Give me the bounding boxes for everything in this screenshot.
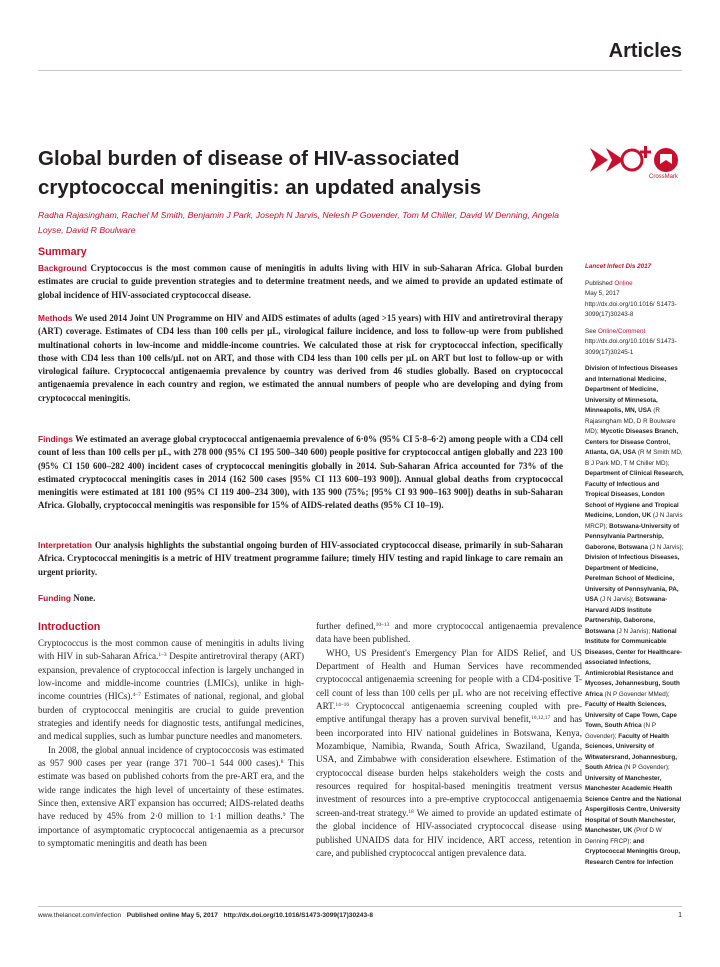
introduction-heading: Introduction bbox=[38, 621, 101, 633]
footer bbox=[38, 912, 373, 919]
affiliation-authors: (R M Smith MD, B J Park MD, T M Chiller MD); bbox=[585, 449, 683, 467]
affiliation-authors: (J N Jarvis); bbox=[647, 543, 684, 551]
abstract-background bbox=[38, 262, 563, 302]
intro-paragraph: WHO, US President's Emergency Plan for AIDS Relief, and US Department of Health and Human Services have recommended cryptococcal antigenaemia screening for people with a CD4-positive T-cell count of less than 100 cells per µL who are not receiving effective ART.$^{14-16}$ Cryptococcal antigenaemia screening coupled with pre-emptive antifungal therapy has a proven survival benefit,$^{10,12,17}$ and has been incorporated into HIV national guidelines in Botswana, Kenya, Mozambique, Namibia, Rwanda, South Africa, Swaziland, Uganda, USA, and Zimbabwe with consideration elsewhere. Estimation of the cryptococcal disease burden helps stakeholders weigh the costs and resources required for hospital-based meningitis treatment versus investment of resources into a pre-emptive cryptococcal antigenaemia screen-and-treat strategy.$^{18}$ We aimed to provide an updated estimate of the global incidence of HIV-associated cryptococcal disease using published UNAIDS data for HIV incidence, ART access, retention in care, and published cryptococcal antigen prevalence data. bbox=[316, 647, 582, 858]
background-text: Cryptococcus is the most common cause of meningitis in adults living with HIV in sub-Saharan Africa. Global burden estimates are crucial to guide prevention strategies and to determine treatment needs, and we aimed to provide an updated estimate of global incidence of HIV-associated cryptococcal disease. bbox=[38, 263, 563, 300]
affiliation-name: Faculty of Health Sciences, University of Cape Town, Cape Town, South Africa bbox=[585, 701, 677, 729]
interpretation-text: Our analysis highlights the substantial ongoing burden of HIV-associated cryptococcal disease, primarily in sub-Saharan Africa. Cryptococcal meningitis is a metric of HIV treatment programme failure; timely HIV testing and rapid linkage to care remain an urgent priority. bbox=[38, 540, 563, 577]
doi-link-1[interactable]: http://dx.doi.org/10.1016/ S1473-3099(17)30243-8 bbox=[585, 300, 677, 318]
affiliation-name: Mycotic Diseases Branch, Centers for Disease Control, Atlanta, GA, USA bbox=[585, 428, 679, 456]
article-title: Global burden of disease of HIV-associated cryptococcal meningitis: an updated analysis bbox=[38, 147, 482, 199]
affiliation-name: National Institute for Communicable Diseases, Center for Healthcare-associated Infections, Antimicrobial Resistance and Mycoses, Johannesburg, South Africa bbox=[585, 627, 682, 698]
affiliation-name: Botswana-Harvard AIDS Institute Partnership, Gaborone, Botswana bbox=[585, 596, 668, 635]
see-label: See bbox=[585, 327, 598, 335]
affiliation-authors: (J N Jarvis); bbox=[598, 596, 636, 603]
intro-paragraph: In 2008, the global annual incidence of cryptococcosis was estimated as 957 900 cases per year (range 371 700–1 544 000 cases).$^8$ This estimate was based on published cohorts from the pre-ART era, and the wide range indicates the high level of uncertainty of these estimates. Since then, extensive ART expansion has occurred; AIDS-related deaths have reduced by 45% from 2·0 million to 1·1 million deaths.$^9$ The importance of asymptomatic cryptococcal antigenaemia as a precursor to symptomatic meningitis and death has been bbox=[38, 744, 305, 849]
abstract-findings bbox=[38, 433, 563, 513]
affiliation-authors: (R Rajasingham MD, D R Boulware MD); bbox=[585, 407, 676, 435]
affiliation-authors: (J N Jarvis MRCP); bbox=[585, 512, 683, 530]
footer-url[interactable]: www.thelancet.com/infection bbox=[38, 912, 122, 919]
sidebar bbox=[585, 262, 685, 868]
methods-heading: Methods bbox=[38, 313, 73, 323]
journal-citation: Lancet Infect Dis 2017 bbox=[585, 263, 652, 270]
section-label: Articles bbox=[608, 40, 682, 62]
affiliation-authors: (N P Govender); bbox=[585, 722, 656, 740]
intro-paragraph: Cryptococcus is the most common cause of meningitis in adults living with HIV in sub-Saharan Africa.$^{1-3}$ Despite antiretroviral therapy (ART) expansion, prevalence of cryptococcal infection is largely unchanged in low-income and middle-income countries (LMICs), unlike in high-income countries (HICs).$^{4-7}$ Estimates of national, regional, and global burden of cryptococcal meningitis are crucial to guide prevention strategies and identify needs for diagnostic tests, antifungal medicines, and medical supplies, such as lumbar puncture needles and manometers. bbox=[38, 638, 304, 742]
findings-text: We estimated an average global cryptococcal antigenaemia prevalence of 6·0% (95% CI 5·8–6·2) among people with a CD4 cell count of less than 100 cells per µL, with 278 000 (95% CI 195 500–340 600) people positive for cryptococcal antigen globally and 223 100 (95% CI 150 600–282 400) incident cases of cryptococcal meningitis globally in 2014. Sub-Saharan Africa accounted for 73% of the estimated cryptococcal meningitis cases in 2014 (162 500 cases [95% CI 113 600–193 900]). Annual global deaths from cryptococcal meningitis were estimated at 181 100 (95% CI 119 400–234 300), with 135 900 (75%; [95% CI 93 900–163 900]) deaths in sub-Saharan Africa. Globally, cryptococcal meningitis was responsible for 15% of AIDS-related deaths (95% CI 10–19). bbox=[38, 434, 563, 511]
affiliation-name: Faculty of Health Sciences, University of Witwatersrand, Johannesburg, South Africa bbox=[585, 732, 677, 771]
affiliation-name: Botswana-University of Pennsylvania Partnership, Gaborone, Botswana bbox=[585, 522, 680, 551]
intro-column-2 bbox=[316, 620, 582, 860]
funding-text: None. bbox=[71, 593, 96, 603]
interpretation-heading: Interpretation bbox=[38, 540, 92, 550]
footer-published: Published online May 5, 2017 bbox=[126, 912, 218, 919]
intro-column-1 bbox=[38, 637, 304, 851]
affiliation-authors: (N P Govender MMed); bbox=[602, 690, 670, 698]
affiliation-name: Department of Clinical Research, Faculty of Infectious and Tropical Diseases, London School of Hygiene and Tropical Medicine, London, UK bbox=[585, 470, 684, 519]
affiliation-name: Division of Infectious Diseases, Department of Medicine, Perelman School of Medicine, University of Pennsylvania, PA, USA bbox=[585, 554, 680, 603]
published-online-link[interactable]: Online bbox=[614, 279, 633, 287]
abstract-funding bbox=[38, 592, 563, 605]
background-heading: Background bbox=[38, 263, 87, 273]
abstract-interpretation bbox=[38, 539, 563, 579]
comment-link[interactable]: Online/Comment bbox=[597, 327, 646, 335]
author-list: Radha Rajasingham, Rachel M Smith, Benjamin J Park, Joseph N Jarvis, Nelesh P Govender, Tom M Chiller, David W Denning, Angela Loyse, David R Boulware bbox=[38, 210, 559, 235]
published-line bbox=[585, 279, 685, 290]
affiliation-authors: (J N Jarvis); bbox=[614, 627, 652, 635]
page-number: 1 bbox=[678, 912, 682, 919]
footer-rule bbox=[38, 906, 682, 907]
published-date: May 5, 2017 bbox=[585, 290, 620, 297]
crossmark-label: CrossMark bbox=[649, 174, 679, 180]
footer-doi[interactable]: http://dx.doi.org/10.1016/S1473-3099(17)30243-8 bbox=[223, 912, 373, 919]
affiliation-name: Division of Infectious Diseases and International Medicine, Department of Medicine, University of Minnesota, Minneapolis, MN, USA bbox=[585, 365, 678, 414]
published-label: Published bbox=[585, 279, 615, 287]
affiliation-name: University of Manchester, Manchester Academic Health Science Centre and the National Aspergillosis Centre, University Hospital of South Manchester, Manchester, UK bbox=[585, 774, 682, 834]
findings-heading: Findings bbox=[38, 434, 73, 444]
affiliation-name: and Cryptococcal Meningitis Group, Research Centre for Infection bbox=[585, 837, 681, 866]
affiliations bbox=[585, 364, 685, 868]
affiliation-authors: (Prof D W Denning FRCP); bbox=[585, 827, 662, 845]
see-line bbox=[585, 327, 685, 338]
doi-link-2[interactable]: http://dx.doi.org/10.1016/ S1473-3099(17)30245-1 bbox=[585, 338, 677, 356]
header-rule bbox=[38, 70, 682, 71]
intro-paragraph: further defined,$^{10-13}$ and more cryptococcal antigenaemia prevalence data have been published. bbox=[316, 621, 582, 645]
abstract-methods bbox=[38, 312, 563, 405]
affiliation-authors: (N P Govender); bbox=[622, 764, 670, 771]
summary-heading: Summary bbox=[38, 246, 87, 258]
methods-text: We used 2014 Joint UN Programme on HIV and AIDS estimates of adults (aged >15 years) with HIV and antiretroviral therapy (ART) coverage. Estimates of CD4 less than 100 cells per µL, virological failure incidence, and loss to follow-up were from published multinational cohorts in low-income and middle-income countries. We calculated those at risk for cryptococcal infection, specifically those with CD4 less than 100 cells/µL not on ART, and those with CD4 less than 100 cells per µL on ART but lost to follow-up or with virological failure. Cryptococcal antigenaemia prevalence by country was derived from 46 studies globally. Based on cryptococcal antigenaemia prevalence in each country and region, we estimated the annual numbers of people who are developing and dying from cryptococcal meningitis. bbox=[38, 313, 563, 403]
funding-heading: Funding bbox=[38, 593, 72, 603]
